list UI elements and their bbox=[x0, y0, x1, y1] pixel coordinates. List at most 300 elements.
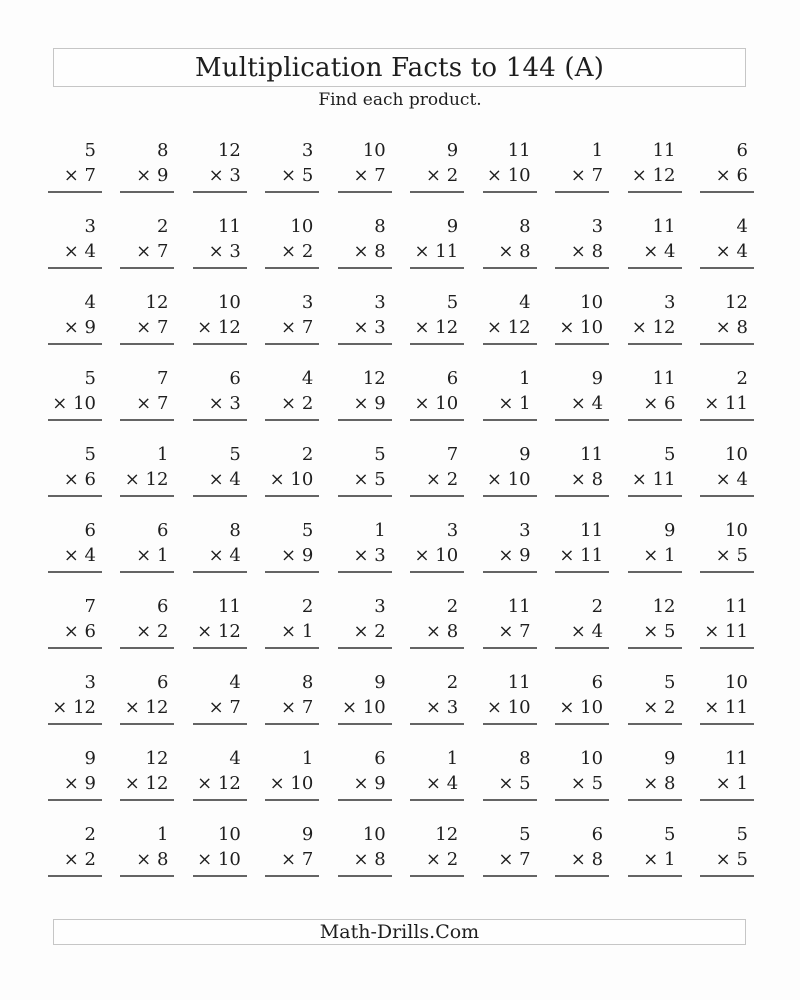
multiplier-line: × 12 bbox=[124, 697, 169, 718]
multiplier-line: × 3 bbox=[208, 241, 241, 262]
answer-line bbox=[628, 495, 682, 497]
multiplier-line: × 1 bbox=[715, 773, 748, 794]
multiplicand: 11 bbox=[652, 216, 676, 237]
answer-line bbox=[700, 799, 754, 801]
answer-line bbox=[483, 267, 537, 269]
multiplier-line: × 5 bbox=[281, 165, 314, 186]
answer-line bbox=[265, 191, 319, 193]
multiplication-problem bbox=[483, 290, 537, 366]
multiplicand: 8 bbox=[519, 216, 531, 237]
multiplication-problem bbox=[48, 290, 102, 366]
multiplicand: 3 bbox=[519, 520, 531, 541]
multiplicand: 6 bbox=[736, 140, 748, 161]
multiplication-problem bbox=[410, 290, 464, 366]
multiplier-line: × 4 bbox=[715, 469, 748, 490]
multiplicand: 11 bbox=[580, 444, 604, 465]
answer-line bbox=[338, 875, 392, 877]
multiplication-problem bbox=[120, 290, 174, 366]
answer-line bbox=[555, 723, 609, 725]
multiplier-line: × 3 bbox=[208, 165, 241, 186]
multiplicand: 5 bbox=[736, 824, 748, 845]
multiplication-problem bbox=[338, 822, 392, 898]
multiplier-line: × 9 bbox=[63, 773, 96, 794]
multiplier-line: × 7 bbox=[281, 317, 314, 338]
multiplication-problem bbox=[265, 366, 319, 442]
multiplicand: 4 bbox=[519, 292, 531, 313]
answer-line bbox=[120, 723, 174, 725]
multiplicand: 11 bbox=[580, 520, 604, 541]
answer-line bbox=[410, 343, 464, 345]
multiplication-problem bbox=[338, 594, 392, 670]
multiplication-problem bbox=[628, 822, 682, 898]
multiplication-problem bbox=[700, 594, 754, 670]
multiplier-line: × 5 bbox=[715, 545, 748, 566]
multiplicand: 12 bbox=[652, 596, 676, 617]
multiplication-problem bbox=[120, 594, 174, 670]
problem-row-10 bbox=[48, 822, 754, 898]
multiplicand: 1 bbox=[156, 824, 169, 845]
answer-line bbox=[120, 875, 174, 877]
multiplier-line: × 9 bbox=[498, 545, 531, 566]
multiplier-line: × 11 bbox=[704, 393, 748, 414]
answer-line bbox=[555, 571, 609, 573]
multiplication-problem bbox=[338, 670, 392, 746]
multiplier-line: × 10 bbox=[486, 697, 531, 718]
answer-line bbox=[265, 419, 319, 421]
answer-line bbox=[555, 875, 609, 877]
multiplicand: 4 bbox=[84, 292, 96, 313]
multiplicand: 8 bbox=[229, 520, 241, 541]
page-title: Multiplication Facts to 144 (A) bbox=[194, 52, 605, 83]
answer-line bbox=[120, 571, 174, 573]
multiplication-problem bbox=[700, 290, 754, 366]
multiplication-problem bbox=[193, 518, 247, 594]
multiplication-problem bbox=[555, 822, 609, 898]
multiplier-line: × 4 bbox=[425, 773, 459, 794]
answer-line bbox=[193, 723, 247, 725]
multiplicand: 9 bbox=[301, 824, 314, 845]
multiplicand: 8 bbox=[156, 140, 169, 161]
multiplication-problem bbox=[48, 214, 102, 290]
multiplier-line: × 7 bbox=[208, 697, 241, 718]
multiplication-problem bbox=[48, 670, 102, 746]
multiplication-problem bbox=[120, 442, 174, 518]
multiplier-line: × 8 bbox=[570, 241, 604, 262]
multiplicand: 10 bbox=[580, 748, 604, 769]
multiplier-line: × 4 bbox=[643, 241, 676, 262]
multiplicand: 3 bbox=[84, 216, 96, 237]
multiplicand: 3 bbox=[664, 292, 676, 313]
multiplication-problem bbox=[193, 822, 247, 898]
answer-line bbox=[700, 419, 754, 421]
answer-line bbox=[555, 191, 609, 193]
multiplication-problem bbox=[410, 670, 464, 746]
multiplicand: 5 bbox=[84, 368, 96, 389]
multiplicand: 9 bbox=[664, 748, 676, 769]
multiplicand: 7 bbox=[446, 444, 459, 465]
multiplier-line: × 1 bbox=[498, 393, 531, 414]
answer-line bbox=[265, 723, 319, 725]
multiplier-line: × 9 bbox=[63, 317, 96, 338]
multiplier-line: × 11 bbox=[631, 469, 676, 490]
multiplier-line: × 8 bbox=[643, 773, 676, 794]
multiplicand: 12 bbox=[145, 292, 169, 313]
multiplier-line: × 7 bbox=[136, 241, 169, 262]
answer-line bbox=[700, 875, 754, 877]
answer-line bbox=[628, 647, 682, 649]
multiplier-line: × 9 bbox=[281, 545, 314, 566]
answer-line bbox=[483, 343, 537, 345]
answer-line bbox=[483, 799, 537, 801]
answer-line bbox=[48, 571, 102, 573]
multiplicand: 10 bbox=[217, 824, 241, 845]
problem-row-7 bbox=[48, 594, 754, 670]
multiplier-line: × 1 bbox=[136, 545, 169, 566]
answer-line bbox=[555, 343, 609, 345]
answer-line bbox=[483, 419, 537, 421]
multiplication-problem bbox=[120, 138, 174, 214]
answer-line bbox=[338, 191, 392, 193]
multiplicand: 5 bbox=[664, 444, 676, 465]
answer-line bbox=[120, 191, 174, 193]
answer-line bbox=[120, 495, 174, 497]
multiplicand: 8 bbox=[301, 672, 314, 693]
multiplication-problem bbox=[120, 518, 174, 594]
answer-line bbox=[483, 647, 537, 649]
multiplier-line: × 8 bbox=[353, 241, 386, 262]
multiplicand: 6 bbox=[229, 368, 241, 389]
multiplicand: 11 bbox=[217, 216, 241, 237]
multiplicand: 11 bbox=[217, 596, 241, 617]
problems-grid bbox=[48, 138, 754, 898]
multiplicand: 9 bbox=[446, 216, 459, 237]
multiplication-problem bbox=[483, 822, 537, 898]
answer-line bbox=[193, 267, 247, 269]
answer-line bbox=[555, 267, 609, 269]
multiplier-line: × 7 bbox=[353, 165, 386, 186]
answer-line bbox=[410, 267, 464, 269]
answer-line bbox=[338, 267, 392, 269]
multiplicand: 6 bbox=[591, 672, 604, 693]
multiplier-line: × 3 bbox=[353, 545, 386, 566]
multiplicand: 11 bbox=[507, 596, 531, 617]
multiplication-problem bbox=[265, 822, 319, 898]
problem-row-9 bbox=[48, 746, 754, 822]
multiplicand: 5 bbox=[664, 824, 676, 845]
multiplicand: 5 bbox=[374, 444, 386, 465]
multiplicand: 1 bbox=[446, 748, 459, 769]
multiplication-problem bbox=[700, 366, 754, 442]
multiplicand: 8 bbox=[374, 216, 386, 237]
multiplicand: 6 bbox=[156, 672, 169, 693]
multiplier-line: × 7 bbox=[281, 697, 314, 718]
multiplication-problem bbox=[193, 670, 247, 746]
multiplicand: 10 bbox=[725, 520, 748, 541]
answer-line bbox=[483, 875, 537, 877]
answer-line bbox=[48, 875, 102, 877]
multiplier-line: × 12 bbox=[52, 697, 96, 718]
multiplication-problem bbox=[120, 746, 174, 822]
multiplicand: 10 bbox=[725, 672, 748, 693]
problem-row-6 bbox=[48, 518, 754, 594]
multiplier-line: × 2 bbox=[281, 393, 314, 414]
answer-line bbox=[48, 343, 102, 345]
multiplication-problem bbox=[338, 442, 392, 518]
multiplicand: 2 bbox=[156, 216, 169, 237]
multiplication-problem bbox=[410, 442, 464, 518]
multiplier-line: × 12 bbox=[631, 165, 676, 186]
multiplier-line: × 4 bbox=[63, 241, 96, 262]
multiplication-problem bbox=[265, 518, 319, 594]
multiplicand: 12 bbox=[362, 368, 386, 389]
answer-line bbox=[555, 419, 609, 421]
multiplication-problem bbox=[555, 442, 609, 518]
answer-line bbox=[410, 647, 464, 649]
multiplier-line: × 9 bbox=[136, 165, 169, 186]
answer-line bbox=[193, 419, 247, 421]
multiplicand: 11 bbox=[507, 672, 531, 693]
answer-line bbox=[265, 343, 319, 345]
answer-line bbox=[48, 723, 102, 725]
multiplicand: 6 bbox=[156, 520, 169, 541]
multiplicand: 1 bbox=[156, 444, 169, 465]
answer-line bbox=[628, 799, 682, 801]
multiplication-problem bbox=[555, 670, 609, 746]
multiplication-problem bbox=[410, 214, 464, 290]
multiplication-problem bbox=[555, 290, 609, 366]
answer-line bbox=[338, 571, 392, 573]
multiplier-line: × 6 bbox=[715, 165, 748, 186]
answer-line bbox=[338, 495, 392, 497]
answer-line bbox=[628, 723, 682, 725]
answer-line bbox=[265, 647, 319, 649]
multiplication-problem bbox=[265, 214, 319, 290]
multiplication-problem bbox=[265, 594, 319, 670]
multiplication-problem bbox=[483, 442, 537, 518]
multiplier-line: × 11 bbox=[704, 697, 748, 718]
multiplication-problem bbox=[700, 746, 754, 822]
answer-line bbox=[483, 495, 537, 497]
answer-line bbox=[120, 799, 174, 801]
multiplier-line: × 7 bbox=[63, 165, 96, 186]
multiplicand: 4 bbox=[736, 216, 748, 237]
multiplier-line: × 8 bbox=[570, 469, 604, 490]
multiplication-problem bbox=[193, 366, 247, 442]
multiplicand: 3 bbox=[446, 520, 459, 541]
multiplicand: 10 bbox=[217, 292, 241, 313]
multiplicand: 10 bbox=[580, 292, 604, 313]
multiplication-problem bbox=[48, 366, 102, 442]
multiplication-problem bbox=[338, 214, 392, 290]
answer-line bbox=[700, 343, 754, 345]
multiplication-problem bbox=[193, 746, 247, 822]
multiplicand: 11 bbox=[725, 748, 748, 769]
multiplier-line: × 5 bbox=[715, 849, 748, 870]
multiplication-problem bbox=[628, 138, 682, 214]
multiplication-problem bbox=[483, 138, 537, 214]
multiplier-line: × 4 bbox=[63, 545, 96, 566]
multiplier-line: × 2 bbox=[353, 621, 386, 642]
multiplicand: 3 bbox=[84, 672, 96, 693]
multiplier-line: × 2 bbox=[281, 241, 314, 262]
answer-line bbox=[555, 647, 609, 649]
multiplier-line: × 6 bbox=[63, 469, 96, 490]
multiplication-problem bbox=[483, 594, 537, 670]
multiplier-line: × 7 bbox=[570, 165, 604, 186]
multiplier-line: × 3 bbox=[208, 393, 241, 414]
multiplicand: 5 bbox=[229, 444, 241, 465]
multiplier-line: × 10 bbox=[414, 393, 459, 414]
multiplier-line: × 11 bbox=[414, 241, 459, 262]
multiplicand: 3 bbox=[591, 216, 604, 237]
multiplicand: 2 bbox=[591, 596, 604, 617]
multiplier-line: × 7 bbox=[498, 621, 531, 642]
multiplicand: 4 bbox=[301, 368, 314, 389]
multiplicand: 11 bbox=[507, 140, 531, 161]
answer-line bbox=[48, 267, 102, 269]
multiplicand: 10 bbox=[290, 216, 314, 237]
multiplication-problem bbox=[628, 518, 682, 594]
multiplier-line: × 12 bbox=[197, 317, 241, 338]
multiplicand: 12 bbox=[217, 140, 241, 161]
multiplicand: 12 bbox=[145, 748, 169, 769]
answer-line bbox=[265, 799, 319, 801]
problem-row-8 bbox=[48, 670, 754, 746]
answer-line bbox=[628, 191, 682, 193]
multiplication-problem bbox=[555, 594, 609, 670]
multiplication-problem bbox=[193, 290, 247, 366]
multiplication-problem bbox=[48, 138, 102, 214]
multiplicand: 2 bbox=[446, 672, 459, 693]
answer-line bbox=[120, 647, 174, 649]
multiplication-problem bbox=[628, 594, 682, 670]
answer-line bbox=[483, 571, 537, 573]
instructions-text: Find each product. bbox=[318, 90, 482, 110]
multiplier-line: × 2 bbox=[425, 469, 459, 490]
multiplicand: 9 bbox=[664, 520, 676, 541]
multiplier-line: × 7 bbox=[281, 849, 314, 870]
multiplier-line: × 6 bbox=[63, 621, 96, 642]
multiplication-problem bbox=[265, 442, 319, 518]
answer-line bbox=[48, 495, 102, 497]
multiplicand: 10 bbox=[362, 824, 386, 845]
multiplier-line: × 5 bbox=[643, 621, 676, 642]
multiplier-line: × 12 bbox=[124, 469, 169, 490]
answer-line bbox=[555, 799, 609, 801]
answer-line bbox=[700, 647, 754, 649]
multiplicand: 2 bbox=[84, 824, 96, 845]
answer-line bbox=[628, 419, 682, 421]
answer-line bbox=[700, 495, 754, 497]
multiplication-problem bbox=[555, 518, 609, 594]
multiplier-line: × 1 bbox=[281, 621, 314, 642]
answer-line bbox=[628, 875, 682, 877]
multiplier-line: × 10 bbox=[342, 697, 386, 718]
answer-line bbox=[193, 191, 247, 193]
multiplier-line: × 10 bbox=[52, 393, 96, 414]
multiplier-line: × 7 bbox=[136, 393, 169, 414]
multiplicand: 12 bbox=[435, 824, 459, 845]
multiplicand: 8 bbox=[519, 748, 531, 769]
answer-line bbox=[193, 571, 247, 573]
answer-line bbox=[338, 799, 392, 801]
multiplication-problem bbox=[193, 214, 247, 290]
multiplication-problem bbox=[628, 670, 682, 746]
multiplier-line: × 10 bbox=[559, 697, 604, 718]
multiplication-problem bbox=[700, 138, 754, 214]
answer-line bbox=[628, 343, 682, 345]
multiplicand: 5 bbox=[519, 824, 531, 845]
answer-line bbox=[410, 799, 464, 801]
answer-line bbox=[48, 419, 102, 421]
multiplication-problem bbox=[410, 822, 464, 898]
multiplicand: 9 bbox=[591, 368, 604, 389]
multiplier-line: × 4 bbox=[208, 545, 241, 566]
multiplier-line: × 9 bbox=[353, 773, 386, 794]
answer-line bbox=[265, 875, 319, 877]
multiplication-problem bbox=[483, 670, 537, 746]
multiplier-line: × 12 bbox=[197, 621, 241, 642]
multiplier-line: × 1 bbox=[643, 545, 676, 566]
problem-row-1 bbox=[48, 138, 754, 214]
multiplication-problem bbox=[193, 442, 247, 518]
multiplicand: 5 bbox=[84, 140, 96, 161]
multiplicand: 10 bbox=[362, 140, 386, 161]
multiplicand: 6 bbox=[374, 748, 386, 769]
multiplicand: 1 bbox=[301, 748, 314, 769]
multiplication-problem bbox=[483, 366, 537, 442]
multiplicand: 7 bbox=[84, 596, 96, 617]
multiplier-line: × 3 bbox=[353, 317, 386, 338]
multiplication-problem bbox=[265, 670, 319, 746]
multiplication-problem bbox=[628, 366, 682, 442]
answer-line bbox=[193, 799, 247, 801]
multiplicand: 6 bbox=[84, 520, 96, 541]
multiplicand: 3 bbox=[301, 292, 314, 313]
multiplication-problem bbox=[48, 822, 102, 898]
multiplication-problem bbox=[48, 442, 102, 518]
answer-line bbox=[48, 191, 102, 193]
answer-line bbox=[555, 495, 609, 497]
multiplicand: 11 bbox=[725, 596, 748, 617]
multiplicand: 1 bbox=[374, 520, 386, 541]
multiplier-line: × 2 bbox=[136, 621, 169, 642]
multiplication-problem bbox=[410, 594, 464, 670]
multiplication-problem bbox=[120, 822, 174, 898]
multiplication-problem bbox=[410, 746, 464, 822]
multiplier-line: × 8 bbox=[715, 317, 748, 338]
multiplication-problem bbox=[265, 290, 319, 366]
answer-line bbox=[700, 571, 754, 573]
multiplication-problem bbox=[120, 670, 174, 746]
multiplier-line: × 4 bbox=[715, 241, 748, 262]
multiplicand: 10 bbox=[725, 444, 748, 465]
answer-line bbox=[193, 647, 247, 649]
multiplicand: 12 bbox=[725, 292, 748, 313]
multiplicand: 5 bbox=[446, 292, 459, 313]
multiplier-line: × 10 bbox=[269, 469, 314, 490]
multiplication-problem bbox=[338, 138, 392, 214]
answer-line bbox=[193, 343, 247, 345]
footer-box bbox=[53, 919, 746, 945]
answer-line bbox=[410, 419, 464, 421]
multiplier-line: × 8 bbox=[353, 849, 386, 870]
answer-line bbox=[628, 267, 682, 269]
answer-line bbox=[338, 419, 392, 421]
answer-line bbox=[700, 723, 754, 725]
answer-line bbox=[410, 723, 464, 725]
answer-line bbox=[48, 647, 102, 649]
